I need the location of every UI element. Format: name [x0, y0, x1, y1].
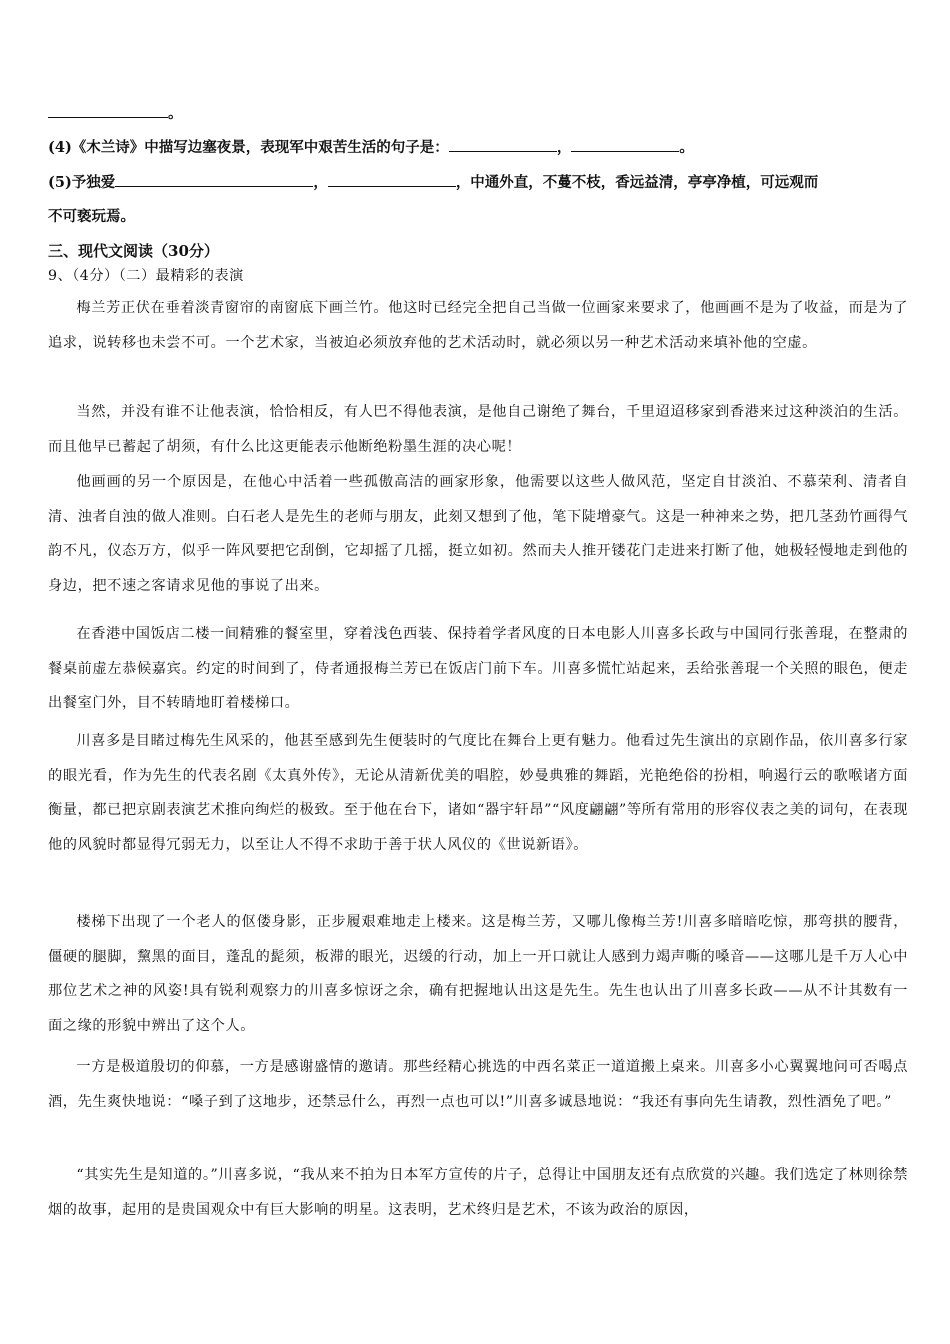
question-4-sep: ， [556, 139, 572, 156]
question-4 [48, 137, 694, 158]
passage-paragraph-5: 川喜多是目睹过梅先生风采的，他甚至感到先生便装时的气度比在舞台上更有魅力。他看过先生演出的京剧作品，依川喜多行家的眼光看，作为先生的代表名剧《太真外传》，无论从清新优美的唱腔，妙曼典雅的舞蹈，光艳绝俗的扮相，响遏行云的歌喉诸方面衡量，都已把京剧表演艺术推向绚烂的极致。至于他在台下，诸如“器宇轩昂”“风度翩翩”等所有常用的形容仪表之美的词句，在表现他的风貌时都显得冗弱无力，以至让人不得不求助于善于状人风仪的《世说新语》。 [48, 733, 908, 853]
question-4-end: 。 [679, 139, 694, 156]
passage-paragraph-4: 在香港中国饭店二楼一间精雅的餐室里，穿着浅色西装、保持着学者风度的日本电影人川喜多长政与中国同行张善琨，在整肃的餐桌前虚左恭候嘉宾。约定的时间到了，侍者通报梅兰芳已在饭店门前下车。川喜多慌忙站起来，丢给张善琨一个关照的眼色，便走出餐室门外，目不转睛地盯着楼梯口。 [48, 626, 908, 711]
question-9-heading: 9、（4分）（二）最精彩的表演 [48, 268, 244, 284]
q3-tail-line [48, 103, 183, 124]
section-title: 三、现代文阅读（30分） [48, 242, 219, 260]
answer-blank[interactable] [48, 103, 168, 118]
passage-paragraph-8: “其实先生是知道的。”川喜多说，“我从来不拍为日本军方宣传的片子，总得让中国朋友还有点欣赏的兴趣。我们选定了林则徐禁烟的故事，起用的是贵国观众中有巨大影响的明星。这表明，艺术终归是艺术，不该为政治的原因， [48, 1167, 908, 1218]
passage-paragraph-3: 他画画的另一个原因是，在他心中活着一些孤傲高洁的画家形象，他需要以这些人做风范，坚定自甘淡泊、不慕荣利、清者自清、浊者自浊的做人准则。白石老人是先生的老师与朋友，此刻又想到了他，笔下陡增豪气。这是一种神来之势，把几茎劲竹画得气韵不凡，仪态万方，似乎一阵风要把它刮倒，它却摇了几摇，挺立如初。然而夫人推开镂花门走进来打断了他，她极轻慢地走到他的身边，把不速之客请求见他的事说了出来。 [48, 474, 908, 594]
question-5 [48, 172, 818, 193]
answer-blank[interactable] [115, 172, 313, 187]
q3-tail-end: 。 [168, 105, 183, 122]
answer-blank[interactable] [449, 137, 557, 152]
passage-paragraph-2: 当然，并没有谁不让他表演，恰恰相反，有人巴不得他表演，是他自己谢绝了舞台，千里迢迢移家到香港来过这种淡泊的生活。而且他早已蓄起了胡须，有什么比这更能表示他断绝粉墨生涯的决心呢！ [48, 404, 908, 455]
question-5-line2: 不可亵玩焉。 [48, 208, 135, 225]
answer-blank[interactable] [571, 137, 679, 152]
question-5-after: ，中通外直，不蔓不枝，香远益清，亭亭净植，可远观而 [455, 174, 819, 191]
question-4-prompt: (4)《木兰诗》中描写边塞夜景，表现军中艰苦生活的句子是： [48, 139, 449, 156]
question-5-sep: ， [313, 174, 328, 191]
passage-paragraph-7: 一方是极道殷切的仰慕，一方是感谢盛情的邀请。那些经精心挑选的中西名菜正一道道搬上桌来。川喜多小心翼翼地问可否喝点酒，先生爽快地说：“嗓子到了这地步，还禁忌什么，再烈一点也可以!”川喜多诚恳地说：“我还有事向先生请教，烈性酒免了吧。” [48, 1059, 908, 1110]
answer-blank[interactable] [328, 172, 456, 187]
passage-paragraph-6: 楼梯下出现了一个老人的伛偻身影，正步履艰难地走上楼来。这是梅兰芳，又哪儿像梅兰芳!川喜多暗暗吃惊，那弯拱的腰背，僵硬的腿脚，黧黑的面目，蓬乱的髭须，板滞的眼光，迟缓的行动，加上一开口就让人感到力竭声嘶的嗓音——这哪儿是千万人心中那位艺术之神的风姿!具有锐利观察力的川喜多惊讶之余，确有把握地认出这是先生。先生也认出了川喜多长政——从不计其数有一面之缘的形貌中辨出了这个人。 [48, 914, 908, 1034]
question-5-prompt: (5)予独爱 [48, 174, 116, 191]
passage-paragraph-1: 梅兰芳正伏在垂着淡青窗帘的南窗底下画兰竹。他这时已经完全把自己当做一位画家来要求了，他画画不是为了收益，而是为了追求，说转移也未尝不可。一个艺术家，当被迫必须放弃他的艺术活动时，就必须以另一种艺术活动来填补他的空虚。 [48, 300, 908, 351]
